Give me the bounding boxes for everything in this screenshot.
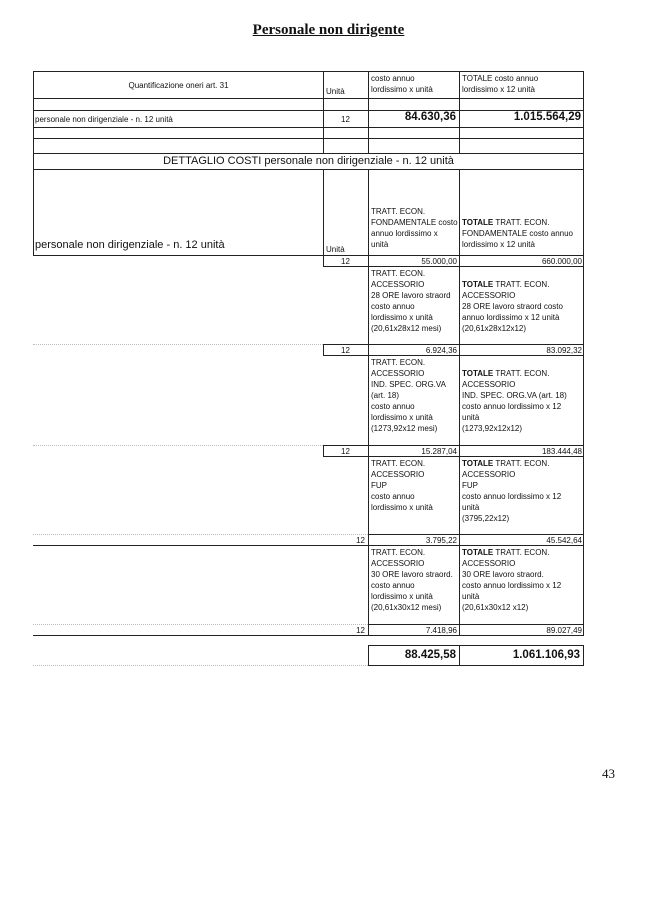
cost-ind-spec: 15.287,04: [421, 447, 457, 456]
detail-label: personale non dirigenziale - n. 12 unità: [35, 239, 225, 251]
row-guide: [33, 344, 323, 345]
cost-header-ind-spec: TRATT. ECON. ACCESSORIO IND. SPEC. ORG.VA (art. 18) costo annuo lordissimo x unità (1273,92x12 mesi): [371, 358, 446, 433]
block-divider: [368, 545, 369, 635]
page-number: 43: [602, 766, 615, 781]
block-divider: [368, 456, 369, 545]
detail-divider: [323, 169, 324, 256]
summary-row-units: 12: [341, 115, 350, 124]
detail-units-header: Unità: [326, 245, 345, 254]
row-guide: [33, 534, 368, 535]
block-divider: [323, 256, 324, 266]
cost-fup: 3.795,22: [425, 536, 457, 545]
total-header-fup: TOTALE TRATT. ECON. ACCESSORIO FUP costo annuo lordissimo x 12 unità (3795,22x12): [462, 459, 562, 523]
summary-row-label: personale non dirigenziale - n. 12 unità: [35, 115, 173, 124]
summary-rule: [33, 98, 584, 99]
row-guide: [33, 624, 368, 625]
page-title: Personale non dirigente: [252, 22, 405, 38]
summary-row-cost: 84.630,36: [404, 111, 456, 123]
row-guide: [33, 665, 368, 666]
grand-total-total: 1.061.106,93: [512, 649, 580, 661]
total-header-fondamentale: TOTALE TRATT. ECON. FONDAMENTALE costo annuo lordissimo x 12 unità: [462, 218, 574, 249]
grand-total-cost: 88.425,58: [404, 649, 456, 661]
units-fup: 12: [356, 536, 365, 545]
units-straord-30: 12: [356, 626, 365, 635]
total-fup: 45.542,64: [546, 536, 582, 545]
summary-rule: [33, 138, 584, 139]
cost-header-fup: TRATT. ECON. ACCESSORIO FUP costo annuo lordissimo x unità: [371, 459, 433, 512]
summary-row-total: 1.015.564,29: [513, 111, 581, 123]
total-straord-28: 83.092,32: [546, 346, 582, 355]
units-ind-spec: 12: [341, 447, 350, 456]
detail-banner-text: DETTAGLIO COSTI personale non dirigenziale - n. 12 unità: [163, 155, 454, 167]
summary-cost-header: costo annuo lordissimo x unità: [371, 74, 433, 94]
summary-rule: [33, 127, 584, 128]
cost-straord-30: 7.418,96: [425, 626, 457, 635]
summary-total-header: TOTALE costo annuo lordissimo x 12 unità: [462, 74, 539, 94]
summary-divider: [323, 71, 324, 154]
total-header-straord-30: TOTALE TRATT. ECON. ACCESSORIO 30 ORE lavoro straord. costo annuo lordissimo x 12 unità (20,61x30x12 x12): [462, 548, 562, 612]
total-bold-label: TOTALE: [462, 218, 494, 227]
row-guide: [33, 445, 323, 446]
cost-header-straord-28: TRATT. ECON. ACCESSORIO 28 ORE lavoro straord costo annuo lordissimo x unità (20,61x28x12 mesi): [371, 269, 451, 333]
block-divider: [368, 256, 369, 356]
total-header-straord-28: TOTALE TRATT. ECON. ACCESSORIO 28 ORE lavoro straord costo annuo lordissimo x 12 unità (20,61x28x12x12): [462, 280, 563, 333]
total-header-ind-spec: TOTALE TRATT. ECON. ACCESSORIO IND. SPEC. ORG.VA (art. 18) costo annuo lordissimo x 12 unità (1273,92x12x12): [462, 369, 567, 433]
detail-divider: [368, 169, 369, 256]
units-straord-28: 12: [341, 346, 350, 355]
cost-straord-28: 6.924,36: [425, 346, 457, 355]
cost-header-fondamentale: TRATT. ECON. FONDAMENTALE costo annuo lordissimo x unità: [371, 207, 458, 249]
cost-fondamentale: 55.000,00: [421, 257, 457, 266]
total-ind-spec: 183.444,48: [541, 447, 582, 456]
block-divider: [368, 355, 369, 457]
summary-header-label: Quantificazione oneri art. 31: [128, 81, 229, 90]
cost-header-straord-30: TRATT. ECON. ACCESSORIO 30 ORE lavoro straord. costo annuo lordissimo x unità (20,61x30x12 mesi): [371, 548, 453, 612]
units-fondamentale: 12: [341, 257, 350, 266]
total-fondamentale: 660.000,00: [541, 257, 582, 266]
total-straord-30: 89.027,49: [546, 626, 582, 635]
summary-units-header: Unità: [326, 87, 345, 96]
